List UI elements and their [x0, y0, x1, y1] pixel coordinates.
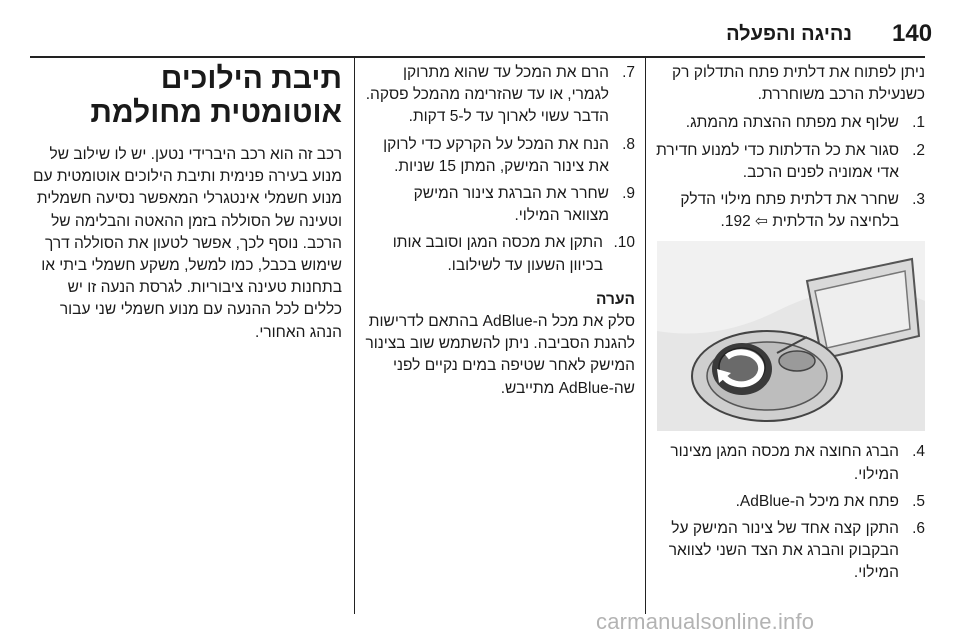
middle-column	[365, 62, 635, 406]
step-number: 10.	[613, 234, 635, 252]
step-number: 4.	[912, 443, 925, 461]
step-text: סגור את כל הדלתות כדי למנוע חדירת אדי אמוניה לפנים הרכב.	[656, 141, 899, 181]
step-item	[655, 518, 925, 585]
step-item	[365, 134, 635, 178]
section-body: רכב זה הוא רכב היברידי נטען. יש לו שילוב של מנוע בעירה פנימית ותיבת הילוכים אוטומטית עם מנוע חשמלי אינטגרלי המאפשר נסיעה חשמלית וטעינה של הסוללה בזמן ההאטה והבלימה של הרכב. נוסף לכך, אפשר לטעון את הסוללה דרך שימוש בכבל, כמו למשל, משקע חשמלי ביתי או בתחנות טעינה ציבוריות. לגרסת הנעה זו יש כללים לכל ההנעה עם מנוע חשמלי שני עבור הנהג האחורי.	[32, 146, 342, 341]
steps-list-2	[655, 441, 925, 584]
step-number: 6.	[912, 520, 925, 538]
steps-list-3	[365, 62, 635, 277]
watermark-text: carmanualsonline.info	[596, 609, 815, 634]
fuel-door-illustration-icon	[657, 241, 925, 431]
step-item	[365, 232, 635, 276]
note-title: הערה	[596, 290, 635, 308]
page-header	[0, 0, 960, 56]
step-text: שלוף את מפתח ההצתה מהמתג.	[685, 114, 899, 132]
intro-paragraph: ניתן לפתוח את דלתית פתח התדלוק רק כשנעילת הרכב משוחררת.	[672, 64, 925, 104]
step-text: התקן את מכסה המגן וסובב אותו בכיוון השעון עד לשילובו.	[392, 234, 603, 274]
left-column	[30, 62, 342, 350]
step-text: התקן קצה אחד של צינור המישק על הבקבוק והברג את הצד השני לצוואר המילוי.	[668, 520, 899, 582]
step-number: 5.	[912, 492, 925, 510]
step-text: פתח את מיכל ה-AdBlue.	[735, 492, 899, 510]
step-item	[365, 183, 635, 227]
step-number: 9.	[622, 185, 635, 203]
step-item	[365, 62, 635, 129]
step-text: הנח את המכל על הקרקע כדי לרוקן את צינור המישק, המתן 15 שניות.	[383, 135, 609, 175]
step-text: שחרר את הברגת צינור המישק מצוואר המילוי.	[413, 185, 609, 225]
step-text: הברג החוצה את מכסה המגן מצינור המילוי.	[670, 443, 899, 483]
step-number: 2.	[912, 141, 925, 159]
note-text: סלק את מכל ה-AdBlue בהתאם לדרישות להגנת הסביבה. ניתן להשתמש שוב בצינור המישק לאחר שטיפה במים נקיים לפני שה-AdBlue מתייבש.	[365, 313, 635, 397]
running-title: נהיגה והפעלה	[726, 23, 852, 45]
step-number: 8.	[622, 135, 635, 153]
steps-list-1	[655, 112, 925, 233]
section-title: תיבת הילוכים אוטומטית מחולמת	[90, 62, 342, 129]
step-number: 1.	[912, 114, 925, 132]
step-item	[655, 441, 925, 485]
right-column	[655, 62, 925, 590]
step-item	[655, 491, 925, 513]
step-text: שחרר את דלתית פתח מילוי הדלק בלחיצה על הדלתית ⇦ 192.	[680, 191, 899, 231]
header-rule	[30, 56, 925, 58]
step-text: הרם את המכל עד שהוא מתרוקן לגמרי, או עד שהזרימה מהמכל פסקה. הדבר עשוי לארוך עד ל-5 דקות.	[365, 64, 609, 126]
step-number: 7.	[622, 64, 635, 81]
page-number: 140	[892, 20, 933, 47]
step-item	[655, 112, 925, 134]
column-divider-left	[354, 58, 355, 614]
step-item	[655, 189, 925, 233]
step-item	[655, 140, 925, 184]
step-number: 3.	[912, 191, 925, 209]
fuel-door-figure	[657, 241, 925, 431]
column-divider-right	[645, 58, 646, 614]
